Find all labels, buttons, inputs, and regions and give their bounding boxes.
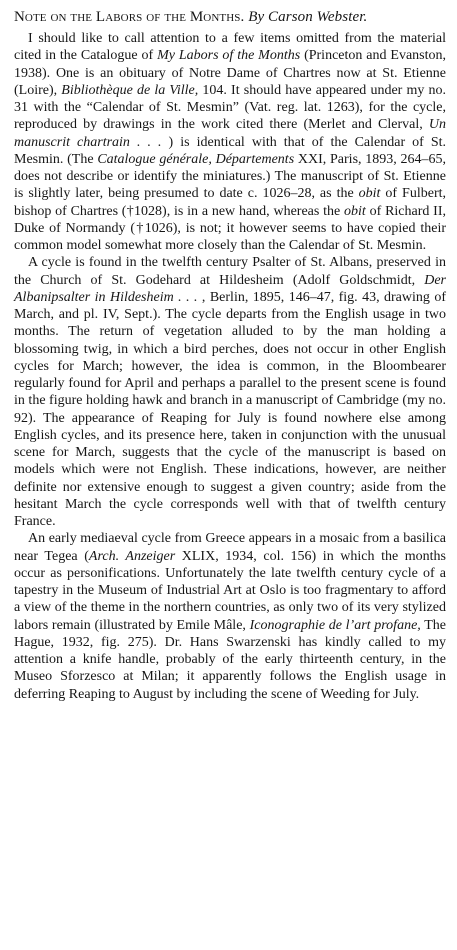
paragraph-obituary-chartres xyxy=(14,30,446,254)
text-run: I should like to call attention to a few items omitted from the material cited in the Catalogue of xyxy=(14,31,446,64)
article-body xyxy=(14,30,446,703)
article-byline: By Carson Webster. xyxy=(248,9,368,25)
text-run: 104. It should have appeared under my no. 31 with the “Calendar of St. Mesmin” (Vat. reg. lat. 1263), for the cycle, reproduced by drawings in the work cited there (Merlet and Clerval, xyxy=(14,82,446,133)
italic-citation: Arch. Anzeiger xyxy=(88,548,176,564)
article-page xyxy=(14,8,446,703)
italic-citation: Iconographie de l’art profane, xyxy=(249,617,421,633)
paragraph-greece-oslo-milan xyxy=(14,530,446,703)
text-run: of Richard II, Duke of Normandy (†1026), is not; it however seems to have copied their common model somewhat more closely than the Calendar of St. Mesmin. xyxy=(14,203,446,253)
article-heading xyxy=(14,8,446,26)
text-run: (Princeton and Evanston, 1938). One is an obituary of Notre Dame of Chartres now at St. Etienne (Loire), xyxy=(14,48,446,98)
italic-citation: Catalogue générale, Départements xyxy=(97,151,295,167)
italic-citation: Der Albanipsalter in Hildesheim . . . xyxy=(14,272,446,305)
italic-citation: Un manuscrit chartrain . . . xyxy=(14,117,446,150)
text-run: of Fulbert, bishop of Chartres (†1028), is in a new hand, whereas the xyxy=(14,186,447,219)
italic-citation: My Labors of the Months xyxy=(157,48,301,64)
text-run: A cycle is found in the twelfth century Psalter of St. Albans, preserved in the Church of St. Godehard at Hildesheim (Adolf Goldschmidt, xyxy=(14,255,446,288)
italic-citation: obit xyxy=(344,203,366,219)
text-run: ) is identical with that of the Calendar of St. Mesmin. (The xyxy=(14,134,447,167)
text-run: An early mediaeval cycle from Greece appears in a mosaic from a basilica near Tegea ( xyxy=(14,531,446,564)
text-run: XXI, Paris, 1893, 264–65, does not describe or identify the miniatures.) The manuscript of St. Etienne is slightly later, being presumed to date c. 1026–28, as the xyxy=(14,151,446,202)
article-title: Note on the Labors of the Months. xyxy=(14,9,245,25)
italic-citation: Bibliothèque de la Ville, xyxy=(61,82,199,98)
italic-citation: obit xyxy=(358,186,381,202)
text-run: XLIX, 1934, col. 156) in which the months occur as personifications. Unfortunately the late twelfth century cycle of a tapestry in the Museum of Industrial Art at Oslo is too fragmentary to afford a view of the theme in the northern countries, as only two of its very stylized labors remain (illustrated by Emile Mâle, xyxy=(14,548,446,633)
text-run: The Hague, 1932, fig. 275). Dr. Hans Swarzenski has kindly called to my attention a knife handle, probably of the early thirteenth century, in the Museo Sforzesco at Milan; it apparently follows the English usage in deferring Reaping to August by including the scene of Weeding for July. xyxy=(14,617,446,702)
paragraph-st-albans-psalter xyxy=(14,254,446,530)
text-run: , Berlin, 1895, 146–47, fig. 43, drawing of March, and pl. IV, Sept.). The cycle departs from the English usage in two months. The return of vegetation alluded to by the man holding a blossoming twig, in which a bird perches, does not occur in other English cycles for March; however, the idea is common, in the Bloombearer regularly found for April and perhaps a parallel to the present scene is found in the figure holding hawk and branch in a manuscript of Cambridge (my no. 92). The appearance of Reaping for July is found nowhere else among English cycles, and its presence here, taken in conjunction with the unusual scene for March, suggests that the cycle of the manuscript is based on models which were not English. These indications, however, are neither definite nor extensive enough to suggest a given country; aside from the hesitant March the cycle corresponds well with that of twelfth century France. xyxy=(14,289,446,529)
